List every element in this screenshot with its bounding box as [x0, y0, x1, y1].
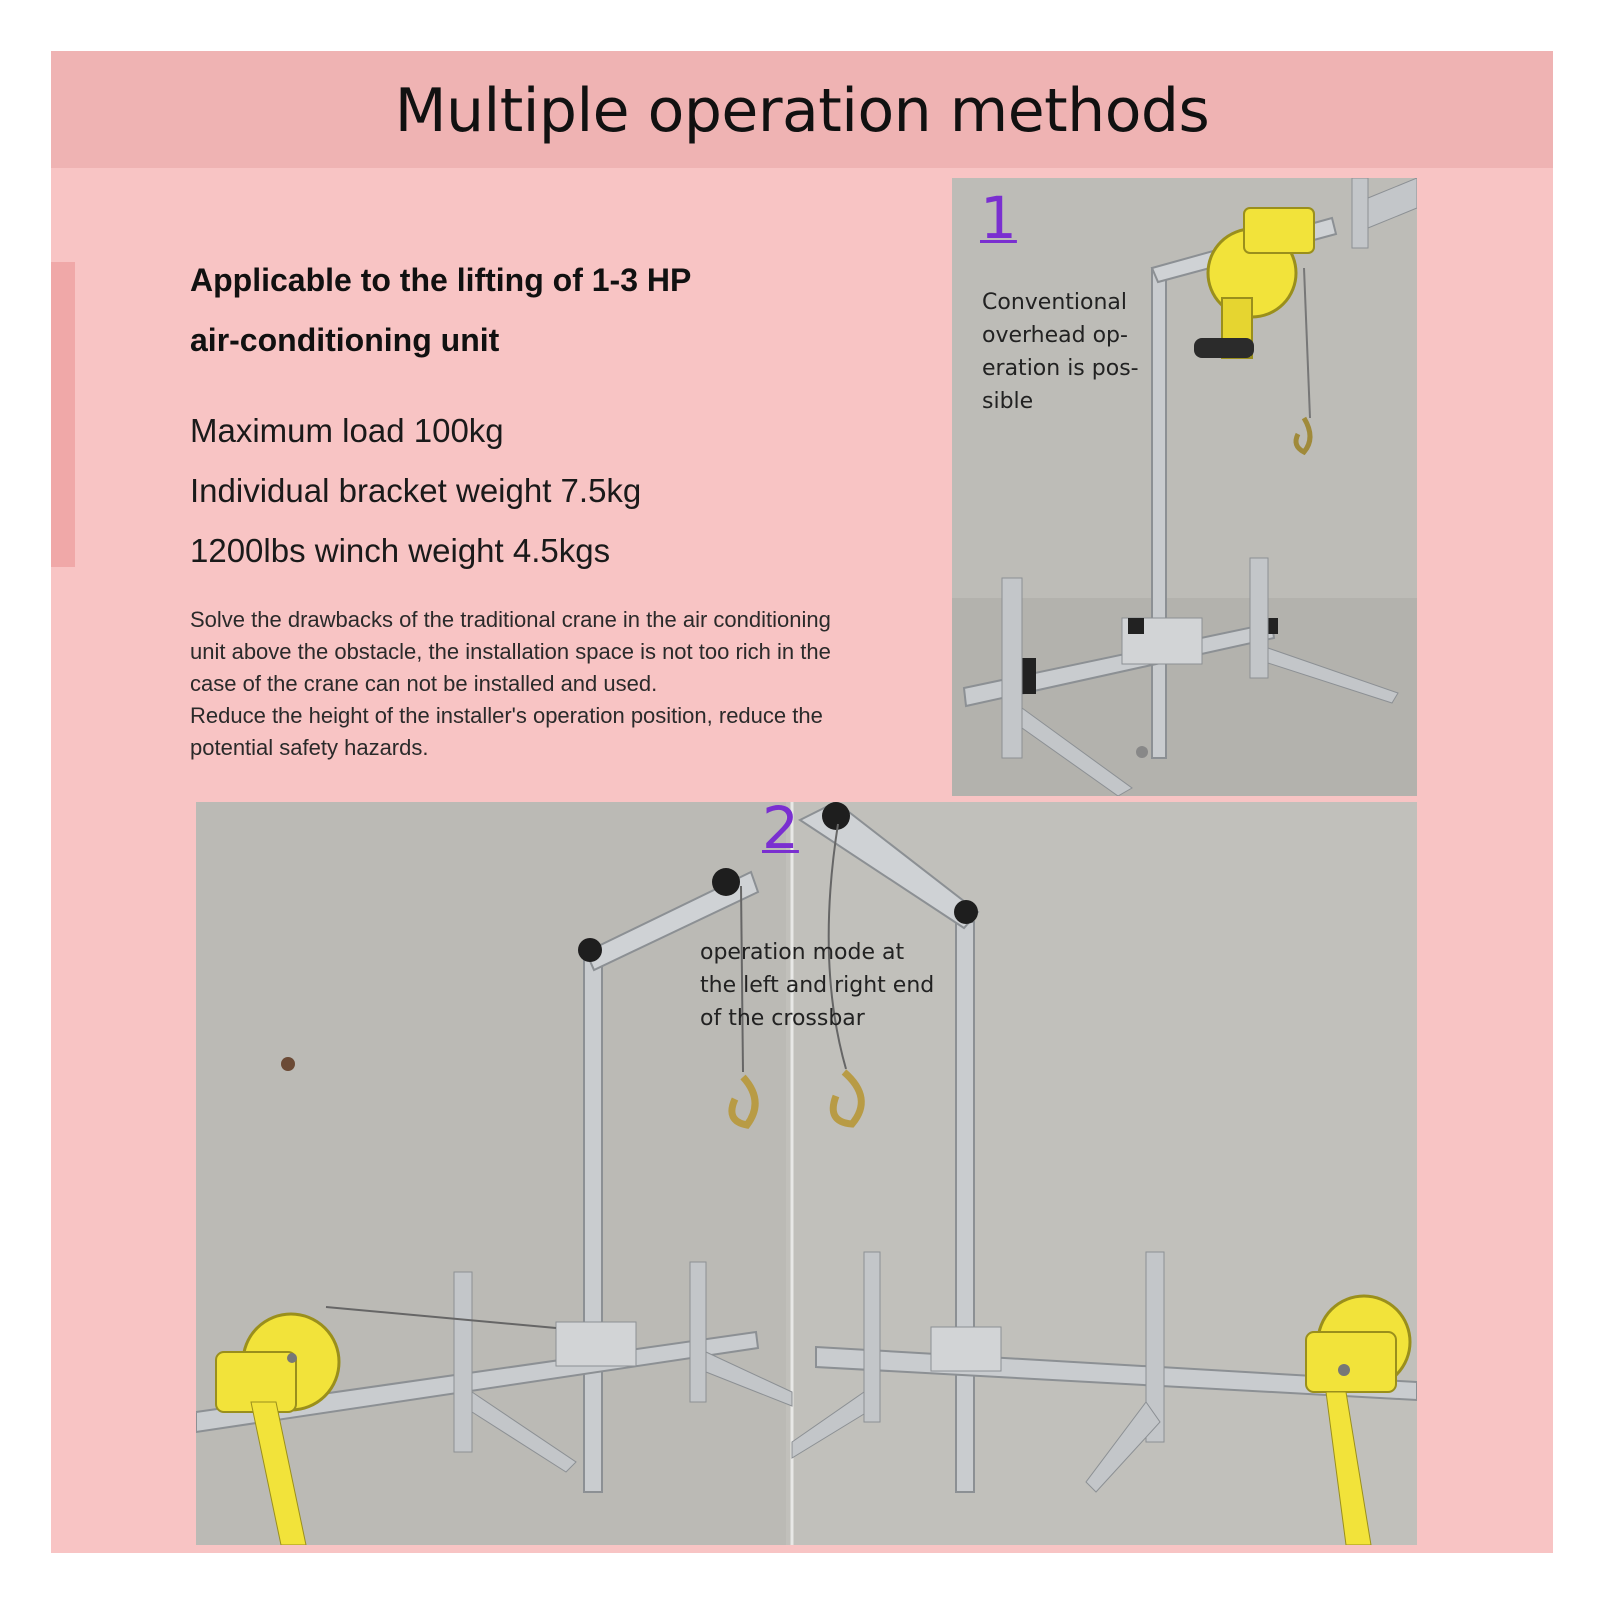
caption-line: Conventional [982, 290, 1127, 315]
decorative-strip [51, 262, 75, 567]
method-number-2: 2 [762, 802, 799, 862]
caption-line: eration is pos- [982, 356, 1139, 381]
spec-bracket-weight: Individual bracket weight 7.5kg [190, 472, 642, 509]
method-2-caption [700, 936, 934, 1035]
photo-method-1 [952, 178, 1417, 796]
description-line: unit above the obstacle, the installation space is not too rich in the [190, 639, 831, 664]
description-line: case of the crane can not be installed and used. [190, 671, 658, 696]
description [190, 604, 910, 764]
photo-method-2 [196, 802, 1417, 1545]
spec-winch-weight: 1200lbs winch weight 4.5kgs [190, 532, 611, 569]
page-title: Multiple operation methods [394, 76, 1210, 146]
caption-line: of the crossbar [700, 1006, 865, 1031]
method-1-caption [982, 286, 1139, 418]
description-line: potential safety hazards. [190, 735, 429, 760]
method-number-1: 1 [980, 184, 1017, 252]
heading-line-2: air-conditioning unit [190, 322, 500, 358]
caption-line: sible [982, 389, 1034, 414]
caption-line: operation mode at [700, 940, 905, 965]
description-line: Reduce the height of the installer's operation position, reduce the [190, 703, 823, 728]
caption-line: overhead op- [982, 323, 1128, 348]
description-line: Solve the drawbacks of the traditional crane in the air conditioning [190, 607, 831, 632]
heading-line-1: Applicable to the lifting of 1-3 HP [190, 262, 692, 298]
spec-max-load: Maximum load 100kg [190, 412, 504, 449]
caption-line: the left and right end [700, 973, 935, 998]
